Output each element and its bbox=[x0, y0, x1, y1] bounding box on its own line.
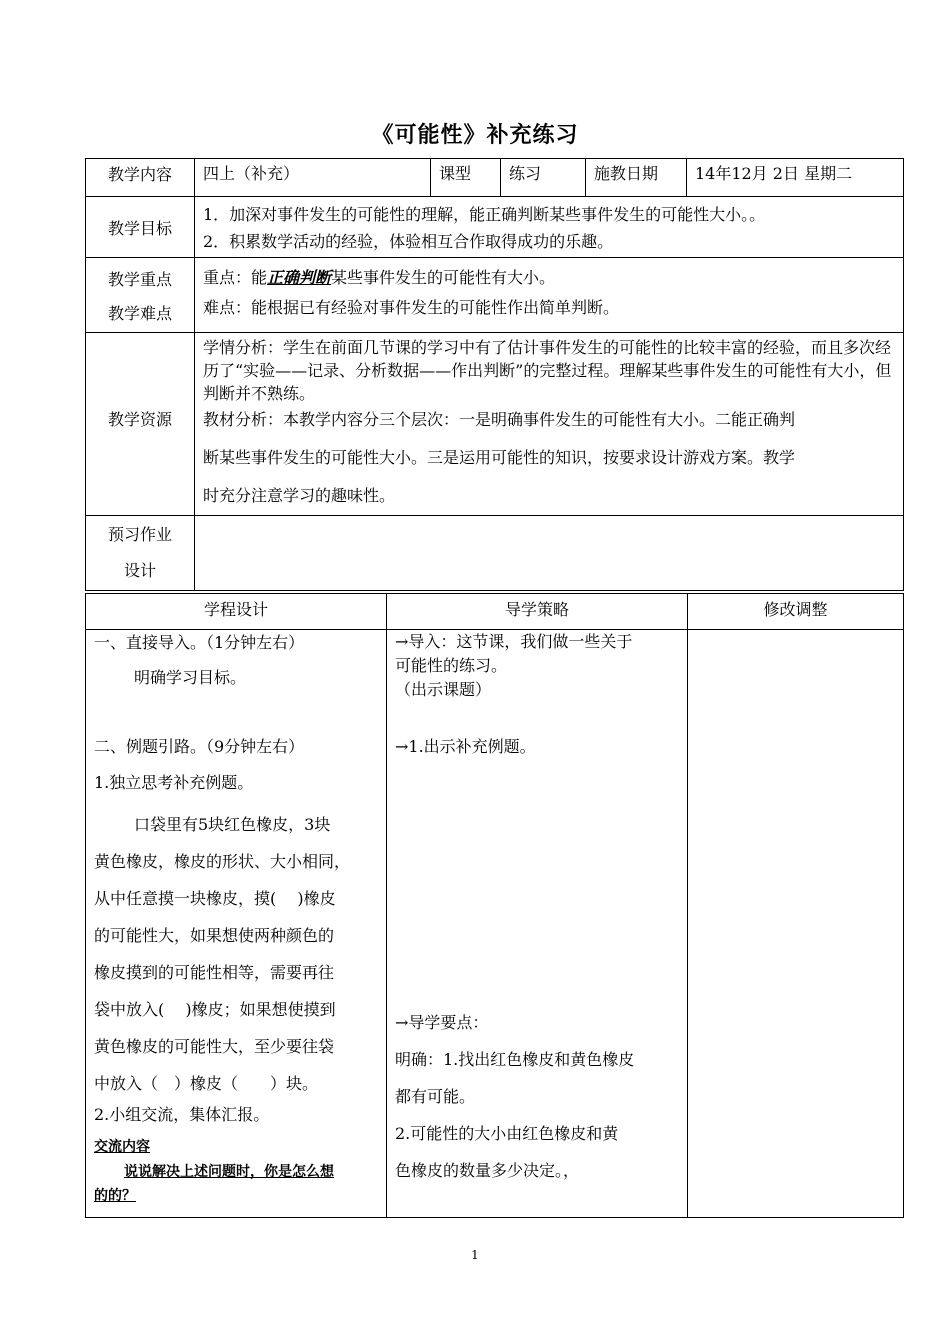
design-header: 学程设计 bbox=[86, 594, 387, 630]
problem-line: 从中任意摸一块橡皮，摸( )橡皮 bbox=[94, 889, 336, 908]
goal-item: 2．积累数学活动的经验，体验相互合作取得成功的乐趣。 bbox=[203, 232, 614, 251]
resources-content bbox=[195, 333, 904, 516]
example-problem bbox=[94, 806, 384, 1102]
lesson-info-table bbox=[85, 158, 904, 591]
type-value: 练习 bbox=[501, 159, 586, 197]
focus-prefix: 重点：能 bbox=[203, 268, 268, 287]
homework-label bbox=[86, 516, 195, 591]
strategy-intro bbox=[395, 630, 632, 702]
section-intro: 一、直接导入。（1分钟左右） bbox=[94, 633, 305, 652]
exchange-line: 说说解决上述问题时，你是怎么想 bbox=[124, 1164, 334, 1180]
goals-label: 教学目标 bbox=[86, 197, 195, 258]
problem-line: 口袋里有5块红色橡皮，3块 bbox=[134, 815, 331, 834]
homework-content bbox=[195, 516, 904, 591]
strategy-header: 导学策略 bbox=[387, 594, 688, 630]
strategy-line: 可能性的练习。 bbox=[395, 656, 508, 675]
learner-analysis: 学情分析：学生在前面几节课的学习中有了估计事件发生的可能性的比较丰富的经验，而且多次经历了“实验——记录、分析数据——作出判断”的完整过程。理解某些事件发生的可能性有大小，但判断并不熟练。 bbox=[203, 338, 892, 403]
lesson-design-table bbox=[85, 593, 904, 1218]
homework-label-line: 预习作业 bbox=[107, 525, 172, 544]
content-value: 四上（补充） bbox=[195, 159, 431, 197]
material-line: 时充分注意学习的趣味性。 bbox=[203, 486, 396, 505]
page-number: 1 bbox=[471, 1248, 479, 1262]
material-analysis bbox=[203, 401, 895, 515]
date-value: 14年12月 2日 星期二 bbox=[687, 159, 904, 197]
strategy-line: 明确：1.找出红色橡皮和黄色橡皮 bbox=[395, 1050, 635, 1069]
difficulty-label: 教学难点 bbox=[107, 304, 172, 323]
problem-line: 黄色橡皮，橡皮的形状、大小相同， bbox=[94, 852, 351, 871]
problem-line: 袋中放入( )橡皮；如果想使摸到 bbox=[94, 1000, 336, 1019]
strategy-line: →导入：这节课，我们做一些关于 bbox=[395, 632, 633, 651]
goals-row bbox=[86, 197, 904, 258]
key-points-content bbox=[195, 258, 904, 333]
homework-label-line: 设计 bbox=[123, 561, 156, 580]
strategy-line: 色橡皮的数量多少决定。， bbox=[395, 1161, 580, 1180]
focus-text bbox=[203, 263, 895, 293]
adjust-header: 修改调整 bbox=[688, 594, 904, 630]
goal-item: 1．加深对事件发生的可能性的理解，能正确判断某些事件发生的可能性大小。。 bbox=[203, 205, 766, 224]
exchange-line: 的的？ bbox=[94, 1188, 136, 1204]
problem-line: 的可能性大，如果想使两种颜色的 bbox=[94, 926, 335, 945]
focus-emphasis: 正确判断 bbox=[267, 268, 332, 287]
problem-line: 橡皮摸到的可能性相等，需要再往 bbox=[94, 963, 335, 982]
adjust-column bbox=[688, 630, 904, 1218]
resources-label: 教学资源 bbox=[86, 333, 195, 516]
strategy-points bbox=[395, 1004, 685, 1189]
exchange-title: 交流内容 bbox=[94, 1139, 150, 1155]
design-header-row bbox=[86, 594, 904, 630]
exchange-question bbox=[94, 1160, 384, 1208]
strategy-line: 都有可能。 bbox=[395, 1087, 476, 1106]
strategy-line: →导学要点： bbox=[395, 1013, 489, 1032]
focus-suffix: 某些事件发生的可能性有大小。 bbox=[331, 268, 556, 287]
design-content-row bbox=[86, 630, 904, 1218]
design-column bbox=[86, 630, 387, 1218]
material-line: 教材分析：本教学内容分三个层次：一是明确事件发生的可能性有大小。二能正确判 bbox=[203, 410, 796, 429]
key-points-label bbox=[86, 258, 195, 333]
material-line: 断某些事件发生的可能性大小。三是运用可能性的知识，按要求设计游戏方案。教学 bbox=[203, 448, 796, 467]
key-points-row bbox=[86, 258, 904, 333]
focus-label: 教学重点 bbox=[107, 270, 172, 289]
content-label: 教学内容 bbox=[86, 159, 195, 197]
difficulty-text: 难点：能根据已有经验对事件发生的可能性作出简单判断。 bbox=[203, 298, 620, 317]
info-row bbox=[86, 159, 904, 197]
strategy-example: →1.出示补充例题。 bbox=[395, 737, 536, 756]
section-example-step2: 2.小组交流，集体汇报。 bbox=[94, 1105, 270, 1124]
section-intro-sub: 明确学习目标。 bbox=[134, 668, 247, 687]
section-example: 二、例题引路。（9分钟左右） bbox=[94, 737, 305, 756]
strategy-line: 2.可能性的大小由红色橡皮和黄 bbox=[395, 1124, 619, 1143]
strategy-line: （出示课题） bbox=[395, 680, 492, 699]
goals-content bbox=[195, 197, 904, 258]
problem-line: 中放入（ ）橡皮（ ）块。 bbox=[94, 1074, 319, 1093]
homework-row bbox=[86, 516, 904, 591]
type-label: 课型 bbox=[431, 159, 501, 197]
resources-row bbox=[86, 333, 904, 516]
date-label: 施教日期 bbox=[586, 159, 687, 197]
section-example-step1: 1.独立思考补充例题。 bbox=[94, 773, 254, 792]
document-title: 《可能性》补充练习 bbox=[371, 122, 579, 148]
strategy-column bbox=[387, 630, 688, 1218]
problem-line: 黄色橡皮的可能性大，至少要往袋 bbox=[94, 1037, 335, 1056]
